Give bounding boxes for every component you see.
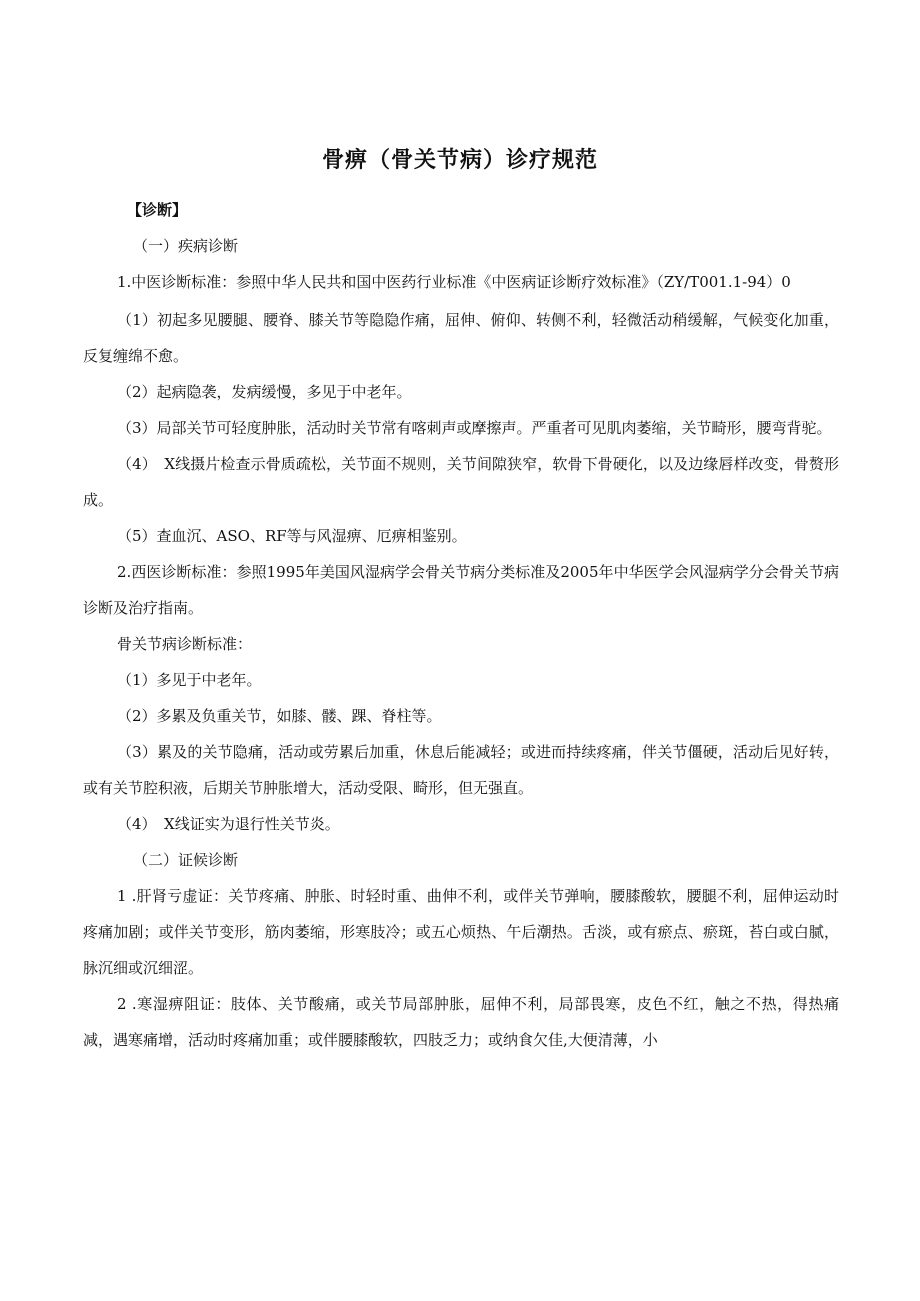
paragraph-tcm-standard: 1.中医诊断标准：参照中华人民共和国中医药行业标准《中医病证诊断疗效标准》（ZY/T001.1-94）0 bbox=[117, 273, 791, 291]
subsection-heading-syndrome-diagnosis: （二）证候诊断 bbox=[133, 851, 239, 869]
paragraph-tcm-item-4: （4） X线摄片检查示骨质疏松，关节面不规则，关节间隙狭窄，软骨下骨硬化，以及边缘唇样改变，骨赘形成。 bbox=[83, 455, 839, 509]
section-heading-diagnosis: 【诊断】 bbox=[127, 201, 188, 219]
paragraph-tcm-item-5: （5）查血沉、ASO、RF等与风湿痹、厄痹相鉴别。 bbox=[117, 527, 467, 545]
document-body bbox=[83, 192, 839, 1058]
paragraph-tcm-item-3: （3）局部关节可轻度肿胀，活动时关节常有喀刺声或摩擦声。严重者可见肌肉萎缩，关节畸形，腰弯背驼。 bbox=[117, 419, 832, 437]
subsection-heading-disease-diagnosis: （一）疾病诊断 bbox=[133, 237, 239, 255]
paragraph-tcm-item-2: （2）起病隐袭，发病缓慢，多见于中老年。 bbox=[117, 383, 412, 401]
paragraph-oa-item-3: （3）累及的关节隐痛，活动或劳累后加重，休息后能减轻；或进而持续疼痛，伴关节僵硬，活动后见好转，或有关节腔积液，后期关节肿胀增大，活动受限、畸形，但无强直。 bbox=[83, 743, 839, 797]
paragraph-oa-criteria-label: 骨关节病诊断标准： bbox=[117, 635, 253, 653]
paragraph-oa-item-1: （1）多见于中老年。 bbox=[117, 671, 262, 689]
document-title: 骨痹（骨关节病）诊疗规范 bbox=[321, 148, 598, 173]
paragraph-oa-item-2: （2）多累及负重关节，如膝、髅、踝、脊柱等。 bbox=[117, 707, 442, 725]
paragraph-syndrome-liver-kidney: 1 .肝肾亏虚证：关节疼痛、肿胀、时轻时重、曲伸不利，或伴关节弹响，腰膝酸软，腰腿不利，屈伸运动时疼痛加剧；或伴关节变形，筋肉萎缩，形寒肢冷；或五心烦热、午后潮热。舌淡，或有瘀点、瘀斑，苔白或白腻，脉沉细或沉细涩。 bbox=[83, 887, 839, 977]
paragraph-syndrome-cold-damp: 2 .寒湿痹阻证：肢体、关节酸痛，或关节局部肿胀，屈伸不利，局部畏寒，皮色不红，触之不热，得热痛减，遇寒痛增，活动时疼痛加重；或伴腰膝酸软，四肢乏力；或纳食欠佳,大便清薄，小 bbox=[83, 995, 839, 1049]
paragraph-oa-item-4: （4） X线证实为退行性关节炎。 bbox=[117, 815, 340, 833]
paragraph-tcm-item-1: （1）初起多见腰腿、腰脊、膝关节等隐隐作痛，屈伸、俯仰、转侧不利，轻微活动稍缓解，气候变化加重，反复缠绵不愈。 bbox=[83, 311, 839, 365]
paragraph-western-standard: 2.西医诊断标准：参照1995年美国风湿病学会骨关节病分类标准及2005年中华医学会风湿病学分会骨关节病诊断及治疗指南。 bbox=[83, 563, 839, 617]
